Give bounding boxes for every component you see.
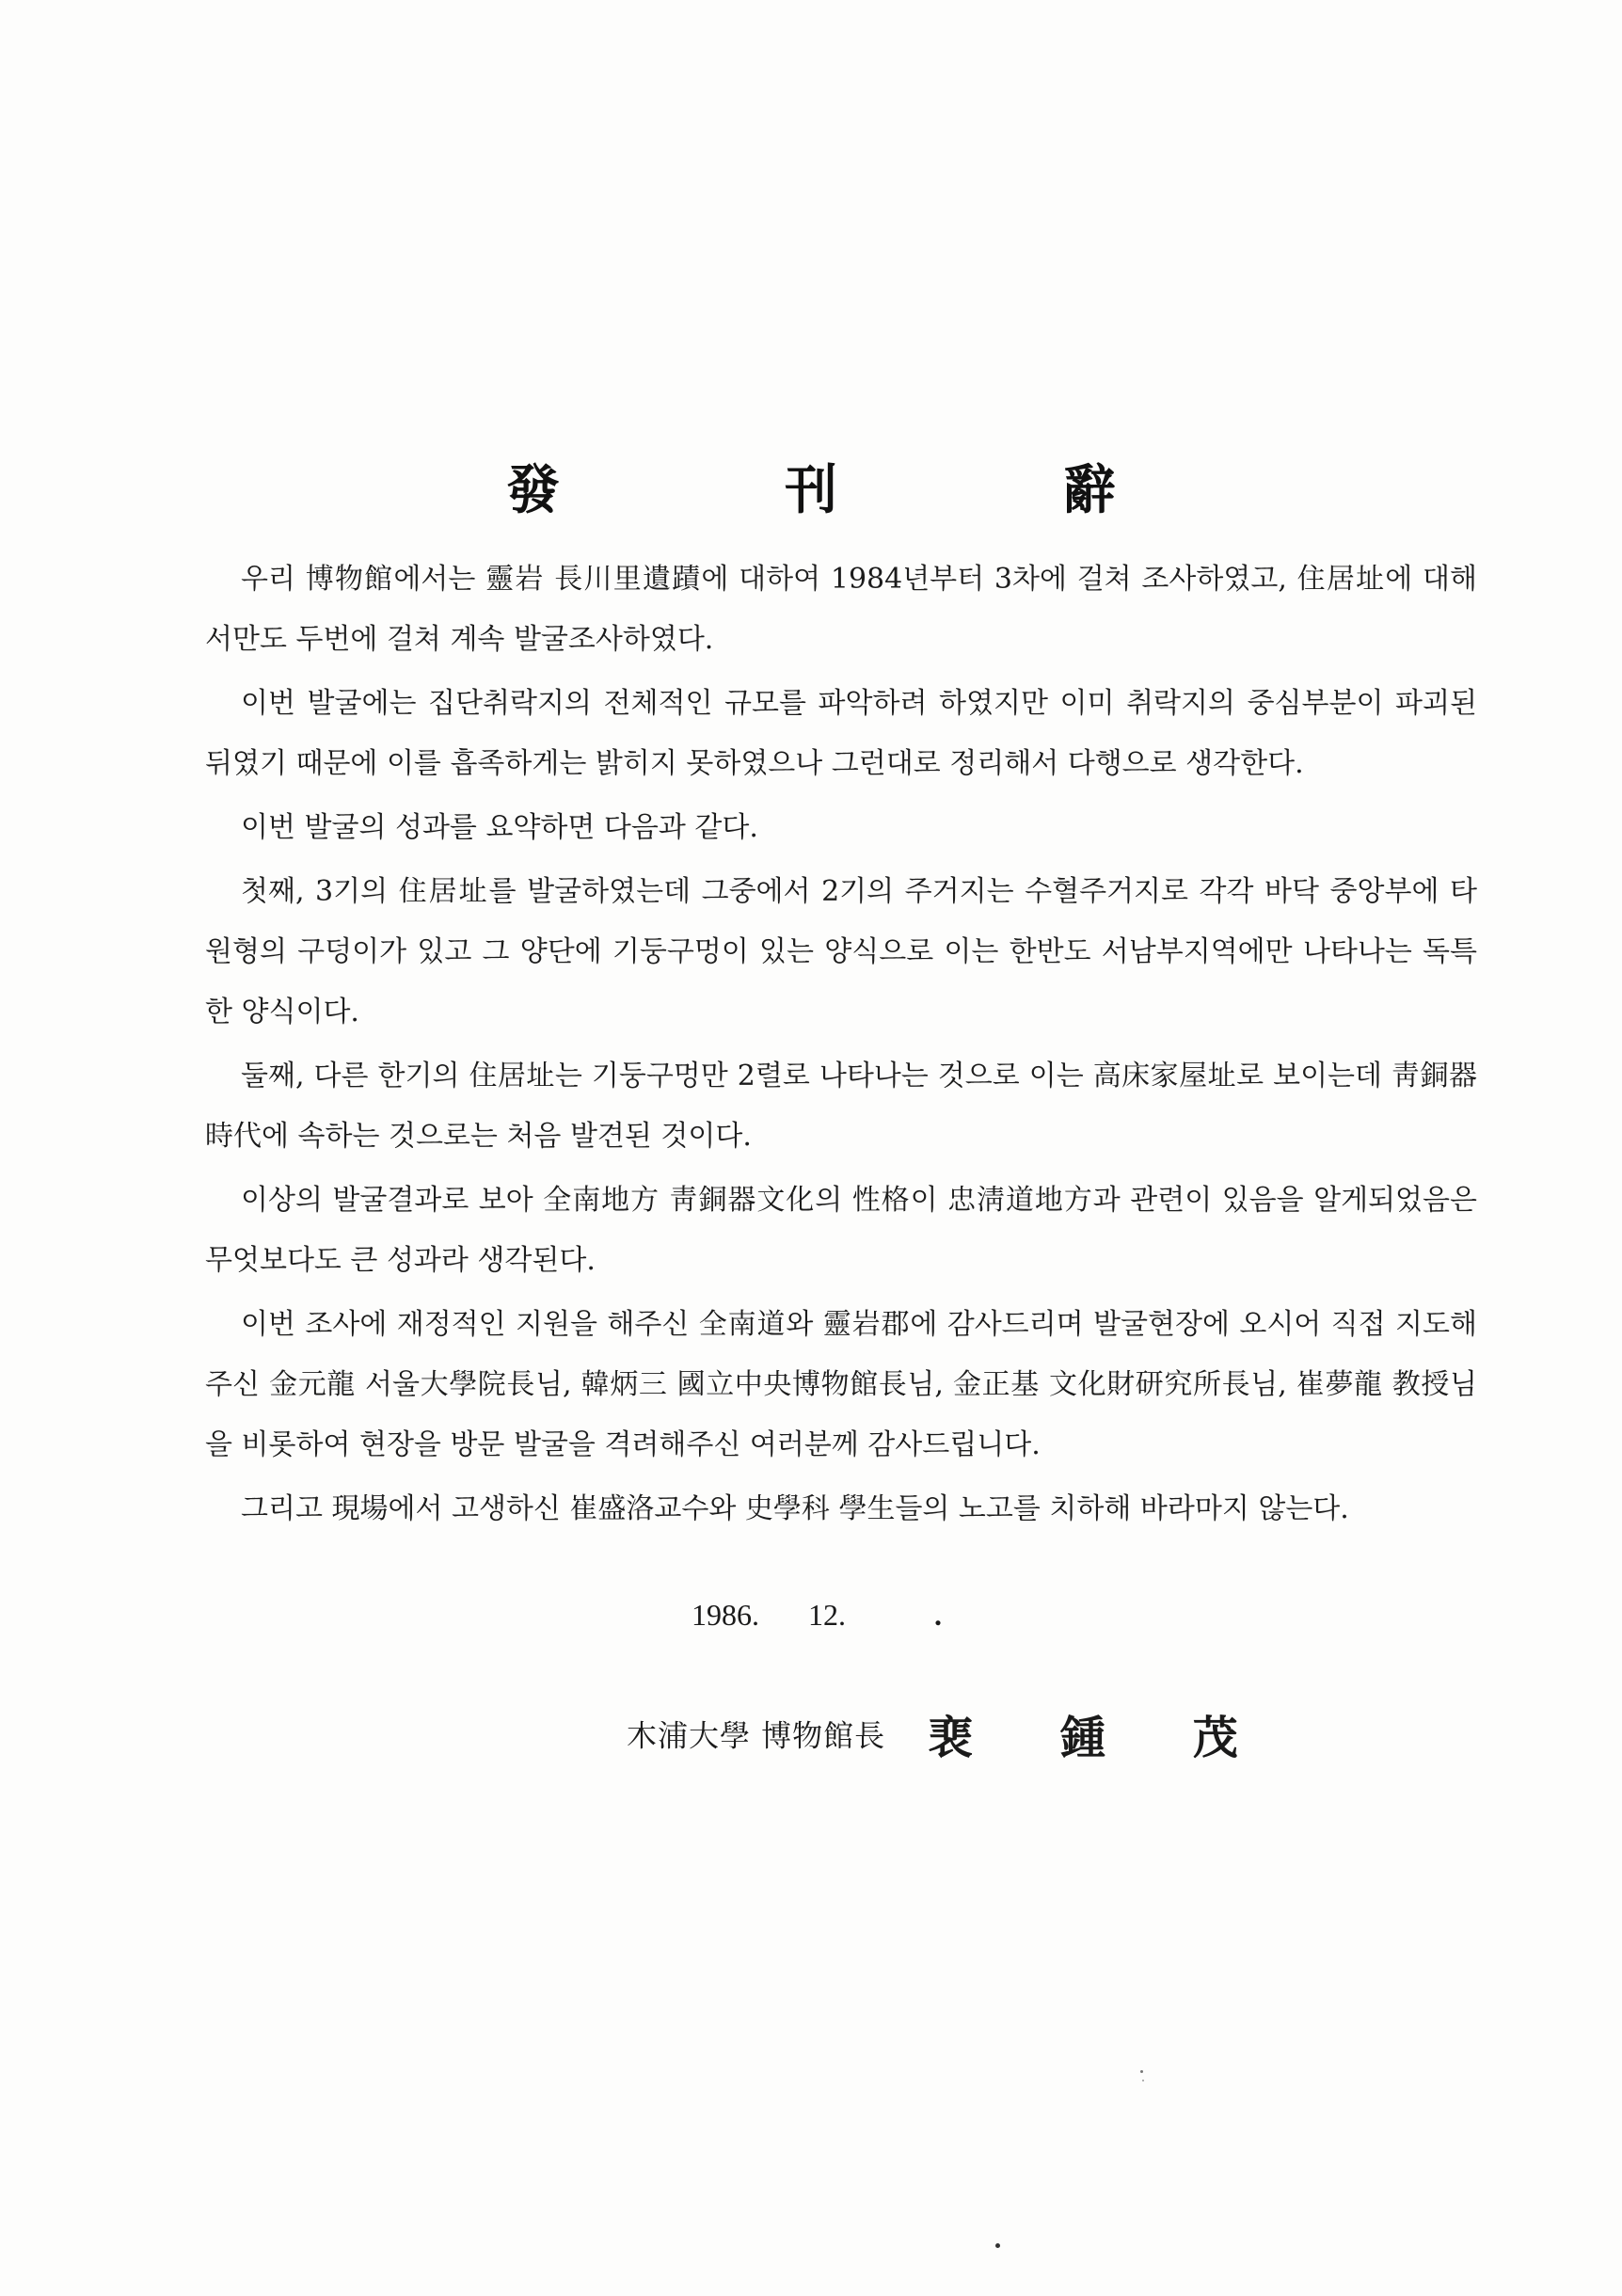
foreword-body bbox=[205, 550, 1477, 1543]
scan-speck bbox=[1142, 2080, 1144, 2081]
page-title: 發 刊 辭 bbox=[506, 458, 1219, 521]
paragraph: 이번 발굴의 성과를 요약하면 다음과 같다. bbox=[241, 811, 758, 844]
signature-block bbox=[627, 1701, 1274, 1766]
scan-speck bbox=[995, 2243, 1000, 2248]
signature-organization: 木浦大學 博物館長 bbox=[627, 1717, 886, 1754]
paragraph: 이번 발굴에는 집단취락지의 전체적인 규모를 파악하려 하였지만 이미 취락지의 중심부분이 파괴된 뒤였기 때문에 이를 흡족하게는 밝히지 못하였으나 그런대로 정리해서 다행으로 생각한다. bbox=[205, 687, 1477, 780]
paragraph: 그리고 現場에서 고생하신 崔盛洛교수와 史學科 學生들의 노고를 치하해 바라마지 않는다. bbox=[241, 1492, 1349, 1525]
paragraph: 둘째, 다른 한기의 住居址는 기둥구멍만 2렬로 나타나는 것으로 이는 高床家屋址로 보이는데 靑銅器時代에 속하는 것으로는 처음 발견된 것이다. bbox=[205, 1060, 1477, 1153]
scan-speck bbox=[1140, 2070, 1143, 2073]
paragraph: 첫째, 3기의 住居址를 발굴하였는데 그중에서 2기의 주거지는 수혈주거지로 각각 바닥 중앙부에 타원형의 구덩이가 있고 그 양단에 기둥구멍이 있는 양식으로 이는 한반도 서남부지역에만 나타나는 독특한 양식이다. bbox=[205, 875, 1477, 1028]
date-month: 12. bbox=[808, 1598, 846, 1632]
paragraph: 우리 博物館에서는 靈岩 長川里遺蹟에 대하여 1984년부터 3차에 걸쳐 조사하였고, 住居址에 대해서만도 두번에 걸쳐 계속 발굴조사하였다. bbox=[205, 563, 1477, 656]
date-year: 1986. bbox=[692, 1598, 759, 1632]
date-line bbox=[692, 1594, 942, 1635]
signature-name: 裵 鍾 茂 bbox=[928, 1712, 1274, 1764]
date-day: . bbox=[934, 1598, 942, 1632]
paragraph: 이번 조사에 재정적인 지원을 해주신 全南道와 靈岩郡에 감사드리며 발굴현장에 오시어 직접 지도해주신 金元龍 서울大學院長님, 韓炳三 國立中央博物館長님, 金正基 文化財研究所長님, 崔夢龍 教授님을 비롯하여 현장을 방문 발굴을 격려해주신 여러분께 감사드립니다. bbox=[205, 1308, 1477, 1461]
paragraph: 이상의 발굴결과로 보아 全南地方 靑銅器文化의 性格이 忠淸道地方과 관련이 있음을 알게되었음은 무엇보다도 큰 성과라 생각된다. bbox=[205, 1184, 1477, 1277]
